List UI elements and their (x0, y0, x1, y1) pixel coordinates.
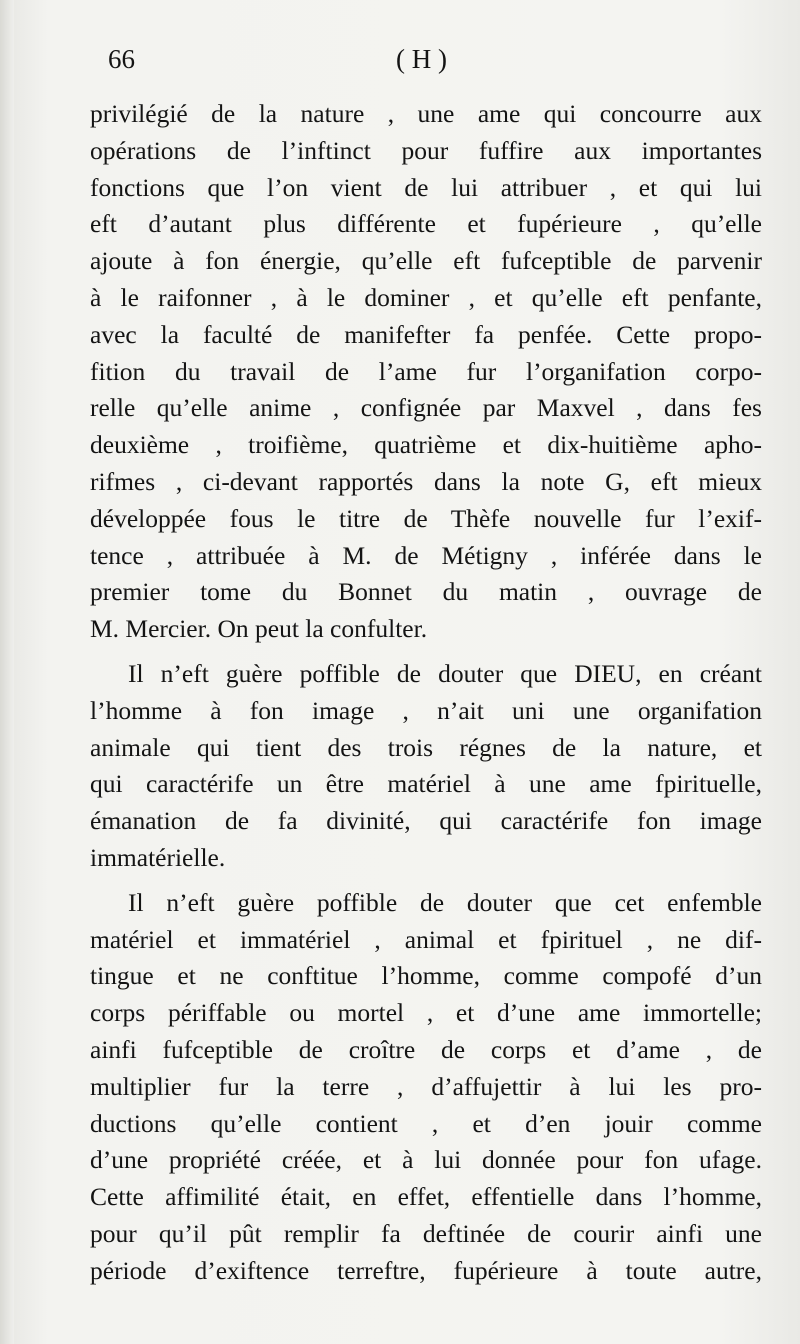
text-line: fition du travail de l’ame fur l’organifation corpo- (90, 356, 762, 386)
text-line: opérations de l’inftinct pour fuffire aux importantes (90, 135, 762, 165)
text-line: corps périffable ou mortel , et d’une ame immortelle; (90, 998, 762, 1028)
text-line: premier tome du Bonnet du matin , ouvrage de (90, 577, 762, 607)
text-line: période d’exiftence terreftre, fupérieure à toute autre, (90, 1255, 762, 1285)
text-line: avec la faculté de manifefter fa penfée. Cette propo- (90, 319, 762, 349)
body-text (90, 96, 762, 1290)
text-line: Cette affimilité était, en effet, effentielle dans l’homme, (90, 1182, 762, 1212)
text-line: tence , attribuée à M. de Métigny , inférée dans le (90, 540, 762, 570)
text-line: eft d’autant plus différente et fupérieure , qu’elle (90, 209, 762, 239)
text-line: à le raifonner , à le dominer , et qu’elle eft penfante, (90, 282, 762, 312)
text-line: fonctions que l’on vient de lui attribuer , et qui lui (90, 172, 762, 202)
text-line: émanation de fa divinité, qui caractérife fon image (90, 806, 762, 836)
text-line: ductions qu’elle contient , et d’en jouir comme (90, 1108, 762, 1138)
text-line: matériel et immatériel , animal et fpirituel , ne dif- (90, 924, 762, 954)
paragraph-gap (90, 648, 762, 656)
text-line: immatérielle. (90, 842, 226, 872)
paragraph-gap (90, 877, 762, 885)
text-line: multiplier fur la terre , d’affujettir à lui les pro- (90, 1071, 762, 1101)
text-line: privilégié de la nature , une ame qui concourre aux (90, 99, 762, 128)
text-line: l’homme à fon image , n’ait uni une organifation (90, 695, 762, 725)
text-line: Il n’eft guère poffible de douter que cet enfemble (128, 887, 762, 917)
text-line: M. Mercier. On peut la confulter. (90, 614, 428, 644)
page-number: 66 (108, 44, 135, 74)
page-gutter (0, 0, 14, 1344)
signature-mark: ( H ) (396, 44, 447, 74)
text-line: deuxième , troifième, quatrième et dix-huitième apho- (90, 430, 762, 460)
running-head (108, 44, 760, 84)
text-line: rifmes , ci-devant rapportés dans la note G, eft mieux (90, 466, 762, 496)
text-line: développée fous le titre de Thèfe nouvelle fur l’exif- (90, 503, 762, 533)
text-line: Il n’eft guère poffible de douter que DIEU, en créant (128, 658, 762, 688)
text-line: qui caractérife un être matériel à une ame fpirituelle, (90, 769, 762, 799)
text-line: animale qui tient des trois régnes de la nature, et (90, 732, 762, 762)
text-line: tingue et ne conftitue l’homme, comme compofé d’un (90, 961, 762, 991)
text-line: ajoute à fon énergie, qu’elle eft fufceptible de parvenir (90, 246, 762, 276)
text-line: relle qu’elle anime , confignée par Maxvel , dans fes (90, 393, 762, 423)
text-line: ainfi fufceptible de croître de corps et d’ame , de (90, 1034, 762, 1064)
text-line: pour qu’il pût remplir fa deftinée de courir ainfi une (90, 1218, 762, 1248)
text-line: d’une propriété créée, et à lui donnée pour fon ufage. (90, 1145, 762, 1175)
